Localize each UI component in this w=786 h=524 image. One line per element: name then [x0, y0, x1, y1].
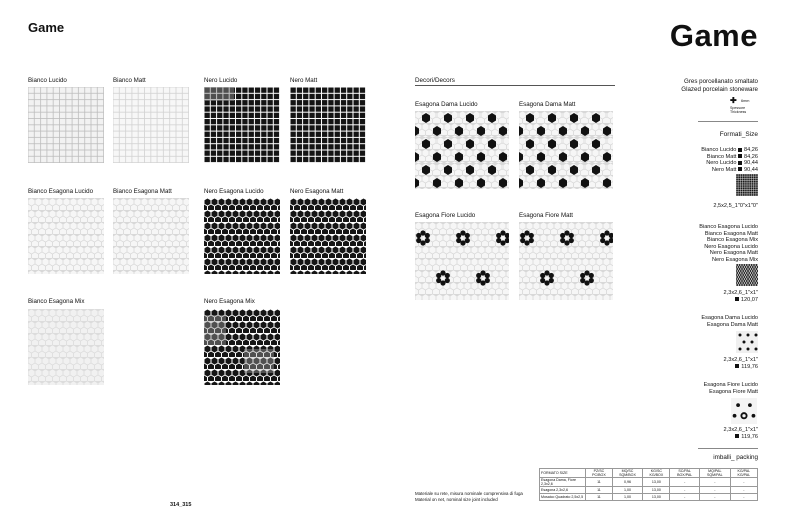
- decor-swatch-fiore-matt: [519, 222, 613, 300]
- tile-swatch-nero-esagona-lucido: [204, 198, 280, 274]
- format-value: 90,44: [744, 160, 758, 167]
- format-name: Bianco Esagona Mix: [707, 237, 758, 244]
- thickness-label-it: Spessore: [730, 106, 746, 110]
- table-cell: 13,00: [643, 487, 670, 494]
- format-value: 119,76: [741, 433, 758, 440]
- format-name: Nero Esagona Matt: [709, 250, 758, 257]
- tile-label: Bianco Esagona Lucido: [28, 188, 94, 195]
- table-cell: 0,96: [612, 478, 643, 487]
- tile-label: Nero Matt: [290, 77, 318, 84]
- format-name: Nero Matt: [711, 166, 737, 173]
- square-icon: [738, 154, 742, 158]
- format-name: Bianco Matt: [706, 153, 737, 160]
- decor-swatch-dama-lucido: [415, 111, 509, 189]
- format-value: 84,26: [744, 153, 758, 160]
- table-cell: 1,00: [612, 494, 643, 501]
- tile-label: Nero Esagona Mix: [204, 298, 255, 305]
- table-cell: -: [730, 478, 757, 487]
- page-title-left: Game: [28, 20, 65, 35]
- format-swatch-fiore: [731, 398, 757, 424]
- table-cell: -: [699, 478, 730, 487]
- format-size: 2,3x2,6_1"x1": [723, 290, 758, 296]
- decor-swatch-dama-matt: [519, 111, 613, 189]
- table-header: MQ/PAL SQM/PAL: [699, 469, 730, 478]
- format-size: 2,3x2,6_1"x1": [723, 357, 758, 363]
- table-cell: 13,00: [643, 478, 670, 487]
- table-cell: Esagona Dama, Fiore 2,3x2,6: [540, 478, 586, 487]
- format-swatch-hexagon: [736, 264, 758, 286]
- divider: [698, 448, 758, 449]
- material-info: [681, 78, 758, 93]
- format-size-2: [724, 290, 758, 303]
- format-size-3: [724, 357, 758, 370]
- square-icon: [738, 161, 742, 165]
- tile-swatch-bianco-esagona-matt: [113, 198, 189, 274]
- format-name: Esagona Fiore Lucido: [703, 382, 758, 388]
- table-header: PZ/SC PC/BOX: [586, 469, 612, 478]
- table-cell: -: [699, 487, 730, 494]
- divider: [698, 121, 758, 122]
- table-cell: -: [730, 487, 757, 494]
- note-it: Materiale su rete, misura nominale comprensiva di fuga: [415, 491, 523, 496]
- thickness-label: [730, 106, 746, 114]
- format-name: Nero Esagona Lucido: [704, 243, 758, 250]
- table-cell: -: [699, 494, 730, 501]
- format-name: Bianco Esagona Lucido: [699, 224, 758, 230]
- format-swatch-dama: [736, 331, 758, 353]
- format-name: Nero Lucido: [706, 160, 737, 167]
- square-icon: [738, 167, 742, 171]
- tile-label: Nero Lucido: [204, 77, 238, 84]
- plus-icon: ✚: [730, 96, 737, 105]
- format-row: [701, 147, 758, 154]
- table-cell: Mosaico Quadrato 2,5x2,5: [540, 494, 586, 501]
- format-name: Bianco Esagona Matt: [704, 230, 758, 237]
- square-icon: [735, 434, 739, 438]
- format-group-2: [699, 224, 758, 264]
- format-name: Esagona Dama Matt: [707, 321, 758, 328]
- table-cell: -: [670, 478, 699, 487]
- table-cell: 1,00: [612, 487, 643, 494]
- format-size-4: [724, 427, 758, 440]
- tile-swatch-nero-esagona-mix: [204, 309, 280, 385]
- table-cell: -: [670, 494, 699, 501]
- table-header: SC/PAL BOX/PAL: [670, 469, 699, 478]
- formats-heading: Formati_Size: [719, 131, 758, 138]
- format-name: Esagona Fiore Matt: [709, 388, 758, 395]
- format-size: 2,3x2,6_1"x1": [723, 427, 758, 433]
- packing-heading: imballi_ packing: [713, 454, 758, 461]
- note-en: Material on net, nominal size joint included: [415, 497, 498, 502]
- table-cell: Esagona 2,3x2,6: [540, 487, 586, 494]
- table-header: KG/PAL KG/PAL: [730, 469, 757, 478]
- format-size-1: 2,5x2,5_1"0"x1"0": [713, 203, 758, 209]
- table-cell: 13,00: [643, 494, 670, 501]
- page-title-right: Game: [669, 18, 758, 53]
- square-icon: [735, 297, 739, 301]
- decor-label: Esagona Fiore Matt: [519, 212, 573, 219]
- tile-label: Nero Esagona Lucido: [204, 188, 264, 195]
- table-header: KG/SC KG/BOX: [643, 469, 670, 478]
- thickness-label-en: Thickness: [730, 110, 747, 115]
- tile-swatch-bianco-matt: [113, 87, 189, 163]
- decor-label: Esagona Dama Matt: [519, 101, 576, 108]
- material-en: Glazed porcelain stoneware: [681, 85, 758, 93]
- table-row: [540, 487, 758, 494]
- format-name: Bianco Lucido: [701, 147, 737, 153]
- format-name: Nero Esagona Mix: [711, 256, 758, 263]
- table-row: [540, 478, 758, 487]
- decor-label: Esagona Fiore Lucido: [415, 212, 476, 219]
- format-group-1: [701, 147, 758, 173]
- format-value: 119,76: [741, 363, 758, 370]
- format-name: Esagona Dama Lucido: [701, 315, 758, 321]
- thickness-value: 6mm: [741, 99, 750, 103]
- packing-table: [539, 468, 758, 501]
- decor-swatch-fiore-lucido: [415, 222, 509, 300]
- table-cell: -: [670, 487, 699, 494]
- table-cell: -: [730, 494, 757, 501]
- tile-swatch-nero-esagona-matt: [290, 198, 366, 274]
- format-row: [701, 154, 758, 161]
- format-value: 120,07: [740, 296, 758, 303]
- decors-heading: Decori/Decors: [415, 77, 615, 86]
- format-row: [701, 167, 758, 174]
- tile-label: Nero Esagona Matt: [290, 188, 344, 195]
- table-row: [540, 494, 758, 501]
- page-number: 314_315: [170, 502, 192, 508]
- tile-label: Bianco Lucido: [28, 77, 67, 84]
- format-group-4: [704, 382, 758, 395]
- tile-swatch-bianco-esagona-lucido: [28, 198, 104, 274]
- table-header: MQ/SC SQM/BOX: [612, 469, 643, 478]
- material-it: Gres porcellanato smaltato: [684, 78, 758, 85]
- square-icon: [735, 364, 739, 368]
- tile-swatch-bianco-esagona-mix: [28, 309, 104, 385]
- decor-label: Esagona Dama Lucido: [415, 101, 478, 108]
- tile-label: Bianco Esagona Mix: [28, 298, 85, 305]
- table-header: FORMATO SIZE: [540, 469, 586, 478]
- square-icon: [738, 148, 742, 152]
- table-cell: 11: [586, 487, 612, 494]
- format-swatch-square: [736, 174, 758, 196]
- format-value: 84,26: [744, 147, 758, 153]
- tile-swatch-bianco-lucido: [28, 87, 104, 163]
- table-cell: 11: [586, 478, 612, 487]
- tile-swatch-nero-matt: [290, 87, 366, 163]
- format-row: [701, 160, 758, 167]
- tile-label: Bianco Esagona Matt: [113, 188, 172, 195]
- format-group-3: [701, 315, 758, 328]
- tile-swatch-nero-lucido: [204, 87, 280, 163]
- format-value: 90,44: [744, 166, 758, 173]
- table-header-row: [540, 469, 758, 478]
- table-cell: 11: [586, 494, 612, 501]
- tile-label: Bianco Matt: [113, 77, 146, 84]
